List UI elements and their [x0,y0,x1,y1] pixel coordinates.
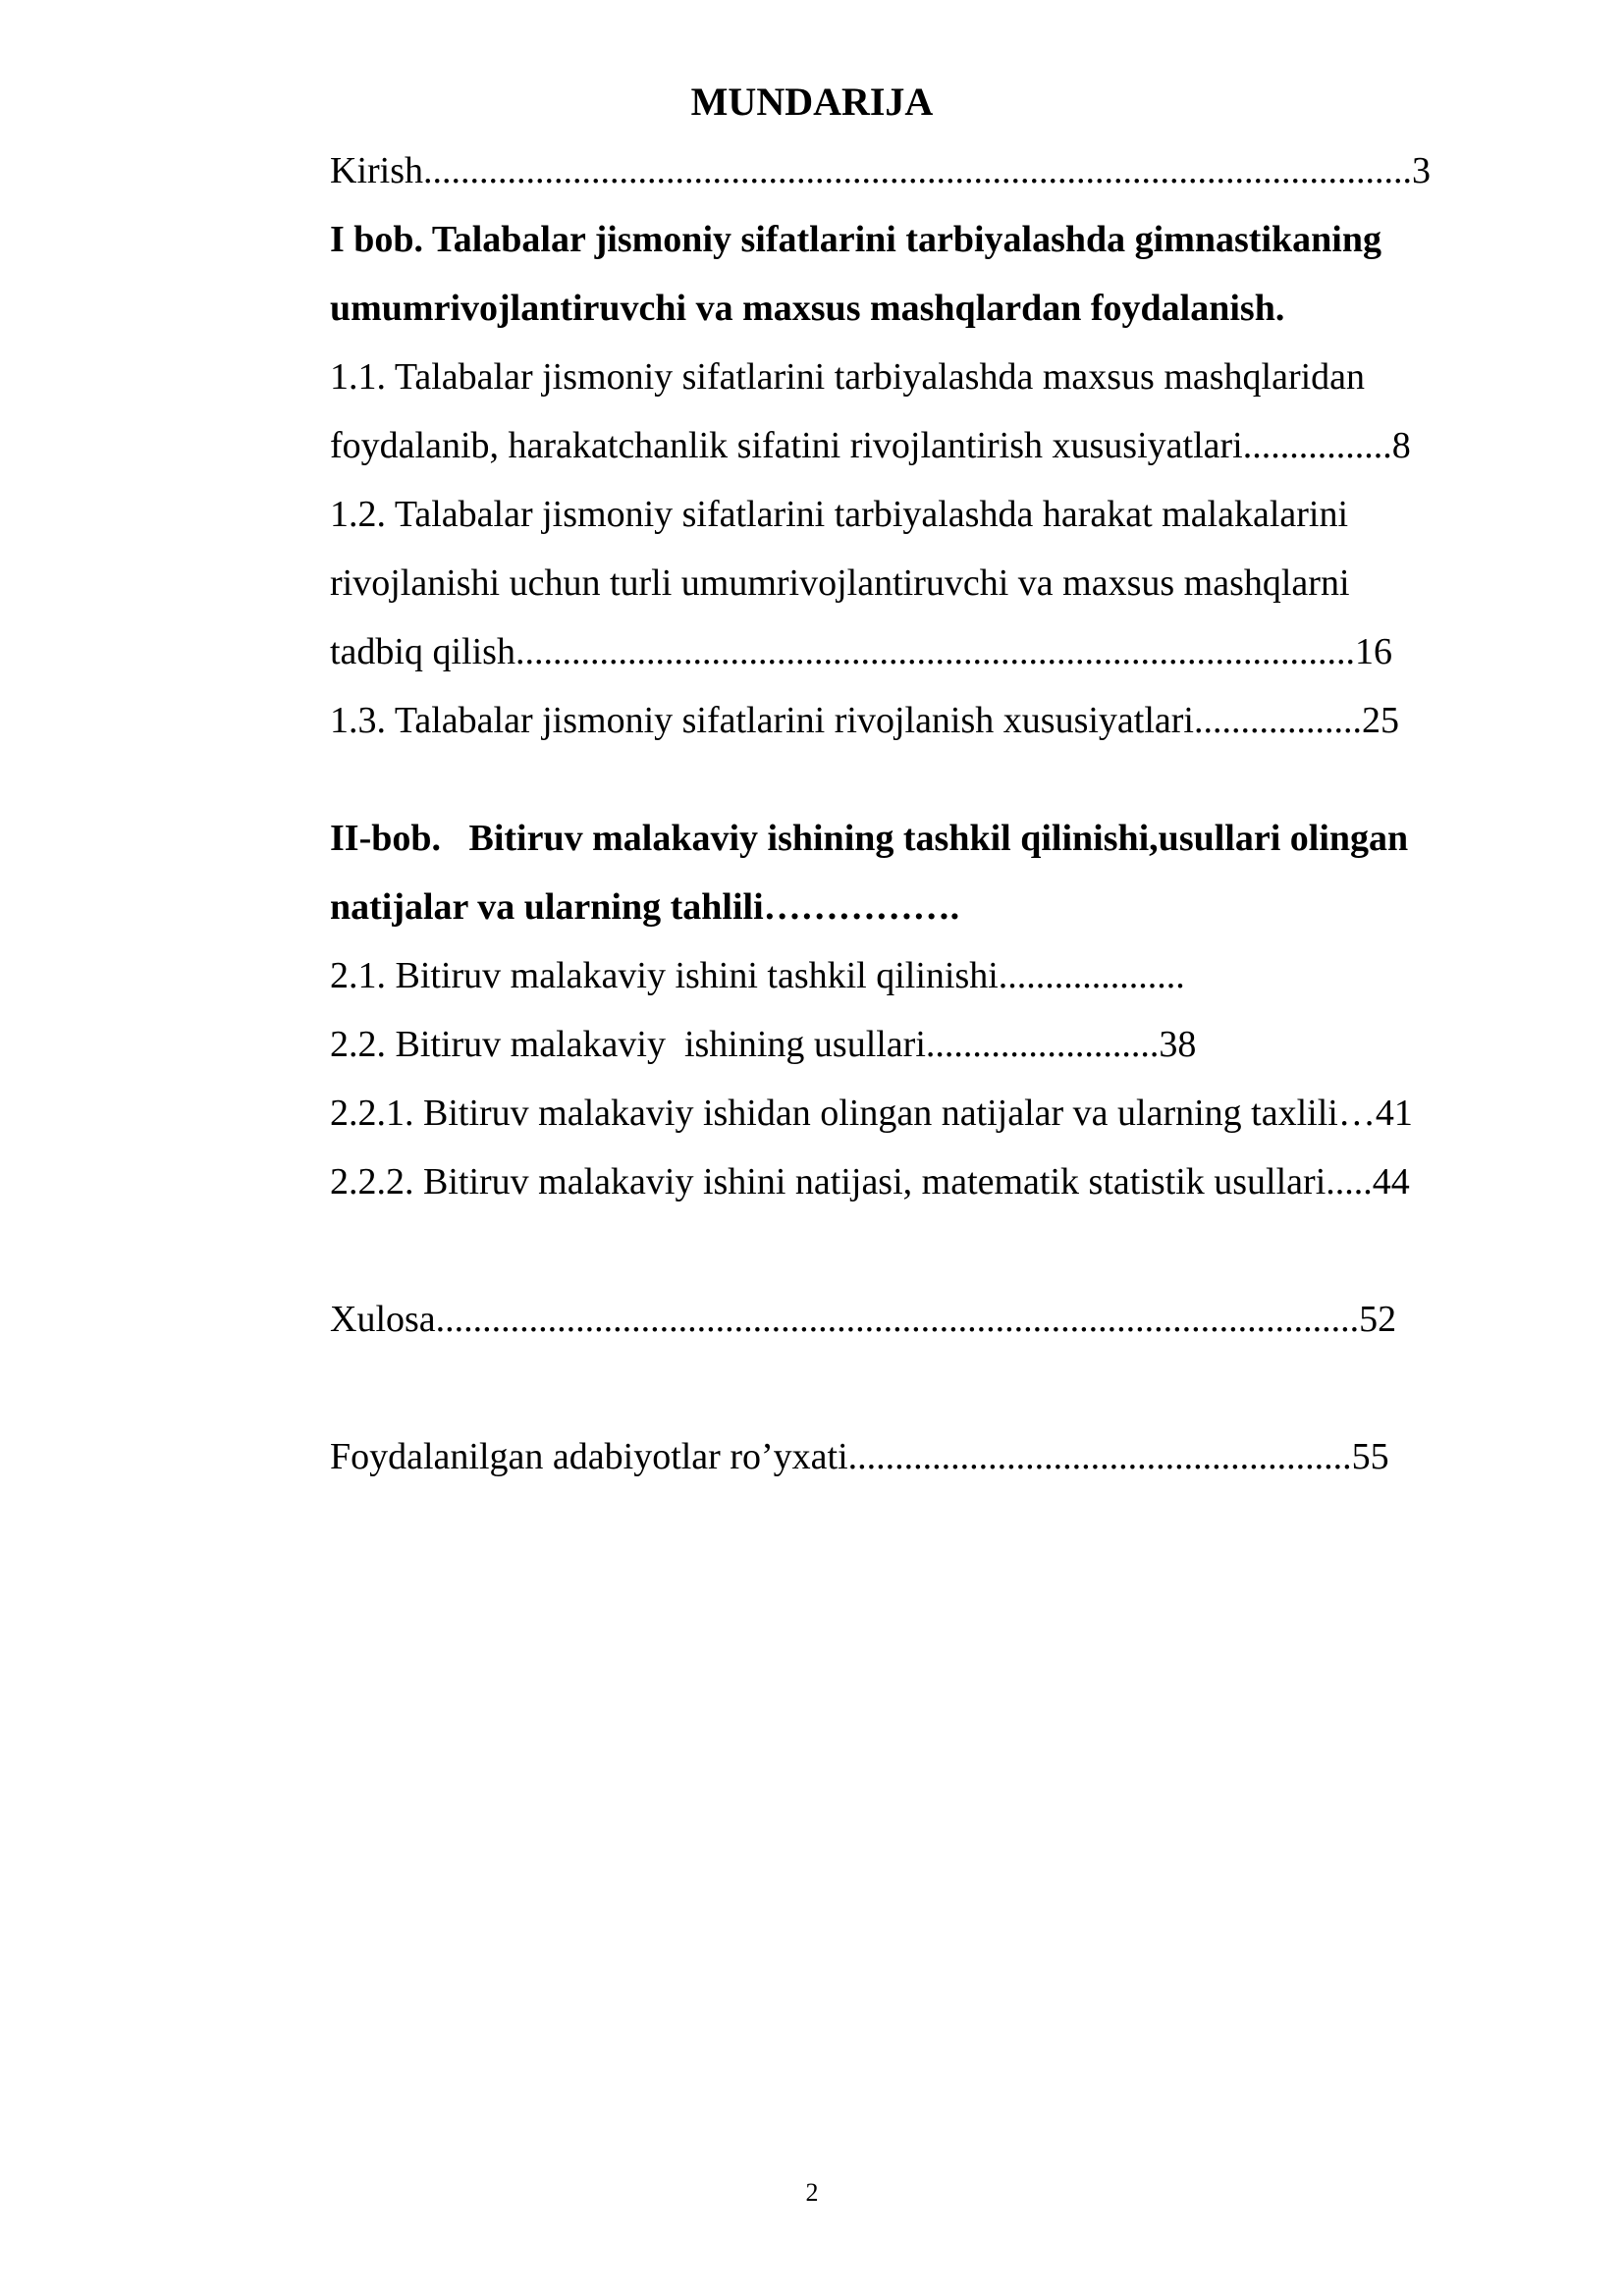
toc-entry-xulosa: Xulosa...................................................................................................52 [330,1299,1397,1340]
toc-entry-1-2-line-2: rivojlanishi uchun turli umumrivojlantiruvchi va maxsus mashqlarni [330,562,1350,604]
toc-entry-2-2-2: 2.2.2. Bitiruv malakaviy ishini natijasi, matematik statistik usullari.....44 [330,1161,1410,1202]
toc-entry-2-1: 2.1. Bitiruv malakaviy ishini tashkil qilinishi.................... [330,955,1185,996]
toc-chapter-2-heading-line-2: natijalar va ularning tahlili……………. [330,886,960,928]
toc-entry-2-2: 2.2. Bitiruv malakaviy ishining usullari.........................38 [330,1024,1197,1065]
toc-chapter-1-heading-line-2: umumrivojlantiruvchi va maxsus mashqlardan foydalanish. [330,288,1285,329]
toc-entry-1-2-line-1: 1.2. Talabalar jismoniy sifatlarini tarbiyalashda harakat malakalarini [330,494,1349,535]
toc-entry-2-2-1: 2.2.1. Bitiruv malakaviy ishidan olingan natijalar va ularning taxlili…41 [330,1093,1413,1134]
toc-entry-kirish: Kirish..........................................................................................................3 [330,150,1431,191]
toc-entry-1-1-line-2: foydalanib, harakatchanlik sifatini rivojlantirish xususiyatlari................8 [330,425,1411,466]
toc-chapter-2-heading-line-1: II-bob. Bitiruv malakaviy ishining tashkil qilinishi,usullari olingan [330,818,1409,859]
toc-chapter-1-heading-line-1: I bob. Talabalar jismoniy sifatlarini tarbiyalashda gimnastikaning [330,219,1381,260]
toc-entry-1-2-line-3: tadbiq qilish..........................................................................................16 [330,631,1392,672]
page-number: 2 [805,2178,819,2207]
toc-entry-1-1-line-1: 1.1. Talabalar jismoniy sifatlarini tarbiyalashda maxsus mashqlaridan [330,356,1366,398]
toc-entry-adabiyotlar: Foydalanilgan adabiyotlar ro’yxati......................................................55 [330,1436,1389,1477]
toc-title: MUNDARIJA [690,80,934,124]
toc-entry-1-3: 1.3. Talabalar jismoniy sifatlarini rivojlanish xususiyatlari..................25 [330,700,1399,741]
